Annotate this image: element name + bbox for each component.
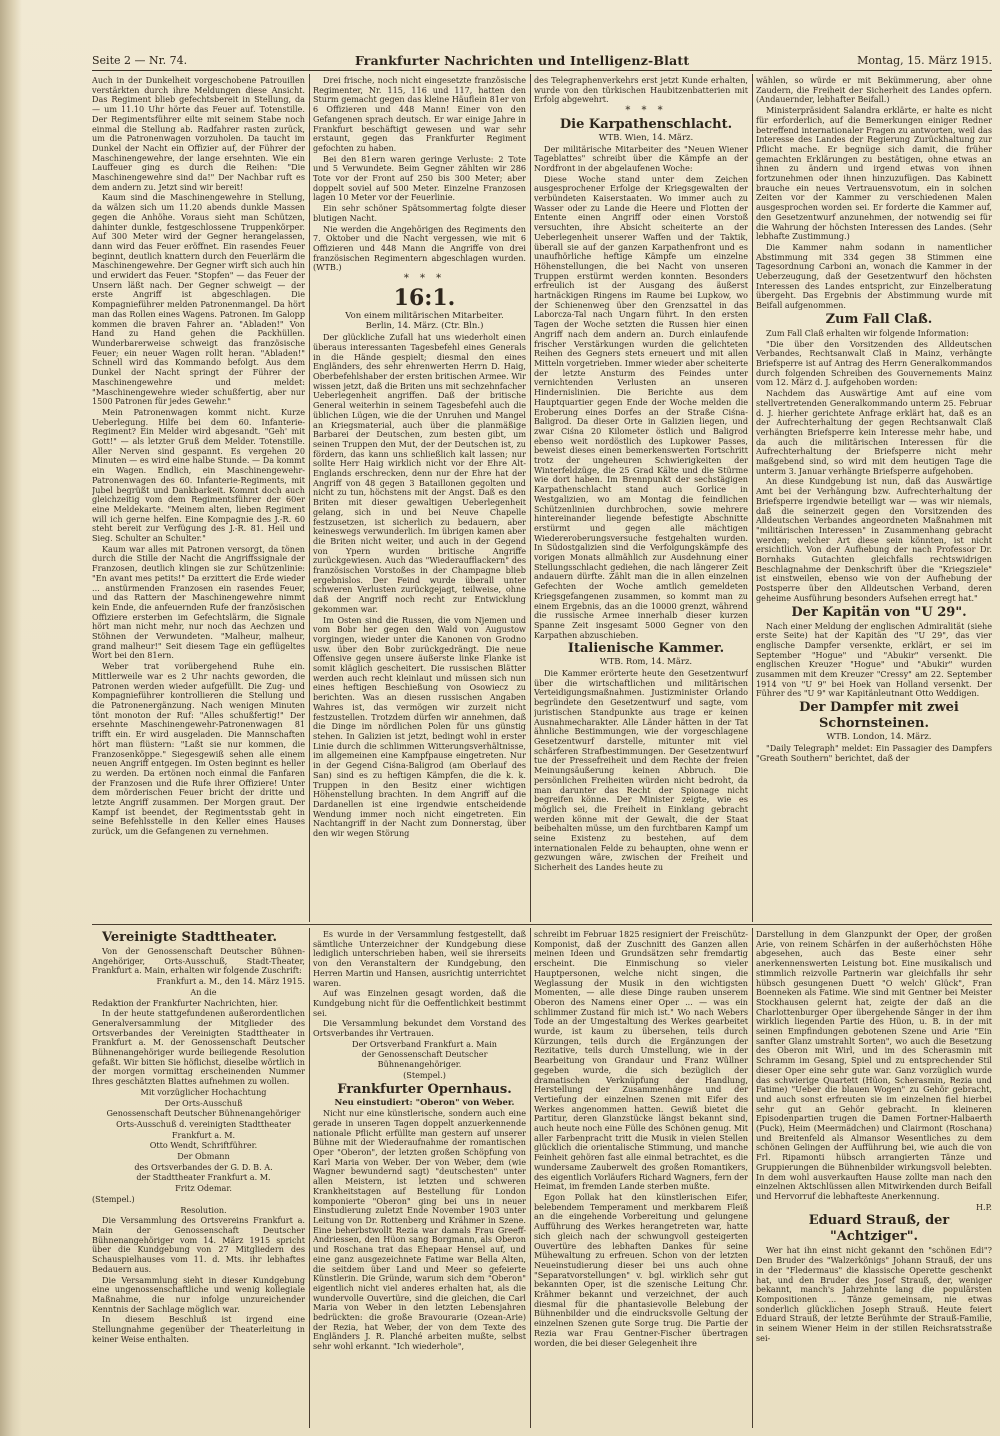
article-paragraph: Kaum sind die Maschinengewehre in Stellung, da wälzen sich um 11.20 abends dunkle Massen gegen die Anhöhe. Voraus sieht man Schützen, dahinter dunkle, festgeschlossene Truppenkörper. Auf 300 Meter wird der Gegner herangelassen, dann wird das Feuer eröffnet. Ein rasendes Feuer beginnt, deutlich knattern durch den Feuerlärm die Maschinengewehre. Der Gegner wirft sich auch hin und erwidert das Feuer. "Stopfen" — das Feuer der Unsern läßt nach. Der Gegner schweigt — der erste Angriff ist abgeschlagen. Die Kompagnieführer melden Patronenmangel. Da hört man das Rollen eines Wagens. Patronen. Im Galopp kommen die braven Fahrer an. "Abladen!" Von Hand zu Hand gehen die Packhüllen. Wunderbarerweise schweigt das französische Feuer; ein neuer Wagen rollt heran. "Abladen!" Schnell wird das Kommando befolgt. Aus dem Dunkel der Nacht springt der Führer der Maschinengewehre und meldet: "Maschinengewehre wieder schußfertig, aber nur 1500 Patronen für jedes Gewehr." <box>92 192 305 407</box>
section-rule <box>92 924 992 925</box>
article-paragraph: Der militärische Mitarbeiter des "Neuen Wiener Tageblattes" schreibt über die Kämpfe an der Nordfront in der abgelaufenen Woche: <box>534 143 748 173</box>
headline-opernhaus: Frankfurter Opernhaus. <box>337 1081 512 1097</box>
article-paragraph: Nachdem das Auswärtige Amt auf eine vom stellvertretenden Generalkommando unterm 25. Februar d. J. hierher gerichtete Anfrage erklärt hat, daß es an der Aufrechterhaltung der gegen Rechtsanwalt Claß verhängten Briefsperre kein Interesse mehr habe, und da auch die militärischen Interessen für die Aufrechterhaltung der Briefsperre nicht mehr maßgebend sind, so wird mit dem heutigen Tage die unterm 3. Januar verhängte Briefsperre aufgehoben. <box>756 388 992 476</box>
headline-kapitaen-u29: Der Kapitän von "U 29". <box>791 604 967 620</box>
article-paragraph: Die Kammer nahm sodann in namentlicher Abstimmung mit 334 gegen 38 Stimmen eine Tagesordnung Carboni an, wonach die Kammer in der Ueberzeugung, daß der Gesetzentwurf den höchsten Interessen des Landes entspricht, zur Einzelberatung übergeht. Das Ergebnis der Abstimmung wurde mit Beifall aufgenommen. <box>756 241 992 311</box>
page-header <box>92 50 992 71</box>
dateline: Berlin, 14. März. (Ctr. Bln.) <box>365 321 484 332</box>
article-paragraph: Wer hat ihn einst nicht gekannt den "schönen Edi"? Den Bruder des "Walzerkönigs" Johann Strauß, der uns in der "Fledermaus" die klassische Operette geschenkt hat, und den Bruder des Josef Strauß, der, weniger bekannt, manch's Jahrzehnte lang die populärsten Kompositionen ... Tänze gemeinsam, nie etwas sonderlich glücklichen Joseph Strauß. Heute feiert Eduard Strauß, der letzte Berühmte der Strauß-Familie, in seinem Wiener Heim in der stillen Reichsratsstraße sei- <box>756 1245 992 1343</box>
signature-line: Der Ortsverband Frankfurt a. Main <box>351 1038 498 1049</box>
subheadline-oberon: Neu einstudiert: "Oberon" von Weber. <box>334 1097 515 1108</box>
article-paragraph: Ministerpräsident Salandra erklärte, er halte es nicht für erforderlich, auf die Bemerkungen einiger Redner betreffend internationaler Fragen zu antworten, weil das Interesse des Landes der Regierung Zurückhaltung zur Pflicht mache. Er begnüge sich damit, die früher gemachten Erklärungen zu bestätigen, ohne etwas an ihnen zu ändern und irgend etwas von ihnen fortzunehmen oder ihnen hinzuzufügen. Das Kabinett brauche ein neues Vertrauensvotum, ein in solchen Zeiten vor der Kammer zu verschiedenen Malen ausgesprochen worden sei. Er forderte die Kammer auf, den Gesetzentwurf anzunehmen, der notwendig sei für die Wahrung der höchsten Interessen des Landes. (Sehr lebhafte Zustimmung.) <box>756 105 992 242</box>
column-1 <box>92 76 305 922</box>
page-edge-shadow <box>0 0 22 1436</box>
column-rule <box>309 74 310 922</box>
article-paragraph: Im Osten sind die Russen, die vom Njemen und vom Bobr her gegen den Wald von Augustow vorgingen, wieder unter die Kanonen von Grodno usw. über den Bobr zurückgedrängt. Die neue Offensive gegen unsere äußerste linke Flanke ist somit kläglich gescheitert. Die russischen Blätter werden auch recht kleinlaut und müssen sich nun eines heftigen Beschießung von Osowiecz zu berichten. Was an diesen russischen Angaben Wahres ist, das vermögen wir zurzeit nicht festzustellen. Trotzdem dürfen wir annehmen, daß die Dinge im nördlichen Polen für uns günstig stehen. In Galizien ist jetzt, bedingt wohl in erster Linie durch die schlimmen Witterungsverhältnisse, im allgemeinen eine Kampfpause eingetreten. Nur in der Gegend Ciśna-Baligrod (am Oberlauf des San) sind es zu heftigen Kämpfen, die die k. k. Truppen in den Besitz einer wichtigen Höhenstellung brachten. In dem Angriff auf die Dardanellen ist eine irgendwie entscheidende Wendung immer noch nicht eingetreten. Ein Nachtangriff in der Nacht zum Donnerstag, über den wir wegen Störung <box>313 614 526 839</box>
article-paragraph: Kaum war alles mit Patronen versorgt, da tönen durch die Stille der Nacht die Angriffssignale der Franzosen, deutlich klingen sie zur Schützenlinie: "En avant mes petits!" Da erzittert die Erde wieder ... anstürmenden Franzosen ein rasendes Feuer, und das Rattern der Maschinengewehre nimmt kein Ende, die anfeuernden Rufe der französischen Offiziere ersterben im Gefechtslärm, die Signale hört man nicht mehr, nur noch das Aechzen und Stöhnen der Verwundeten. "Malheur, malheur, grand malheur!" Seit diesem Tage ein geflügeltes Wort bei den 81ern. <box>92 543 305 661</box>
signature-line: der Genossenschaft Deutscher Bühnenangehöriger. <box>361 1049 488 1070</box>
article-paragraph: Die Versammlung des Ortsvereins Frankfurt a. Main der Genossenschaft Deutscher Bühnenangehöriger vom 14. März 1915 spricht über die Kundgebung von 27 Mitgliedern des Schauspielhauses vom 11. d. Mts. ihr lebhaftes Bedauern aus. <box>92 1215 305 1274</box>
signature-line: Der Orts-Ausschuß <box>164 1097 243 1108</box>
letter-recipient: Redaktion der Frankfurter Nachrichten, hier. <box>92 997 279 1008</box>
signature-line: Frankfurt a. M. <box>171 1129 236 1140</box>
article-paragraph: Von der Genossenschaft Deutscher Bühnen-Angehöriger, Orts-Ausschuß, Stadt-Theater, Frankfurt a. Main, erhalten wir folgende Zuschrift: <box>92 946 305 976</box>
article-paragraph: Die Versammlung sieht in dieser Kundgebung eine ungenossenschaftliche und wenig kollegiale Maßnahme, die nur infolge unzureichender Kenntnis der Sachlage möglich war. <box>92 1274 305 1314</box>
article-paragraph: "Daily Telegraph" meldet: Ein Passagier des Dampfers "Greath Southern" berichtet, daß der <box>756 742 992 763</box>
column-4 <box>756 76 992 922</box>
column-2 <box>313 76 526 922</box>
dateline: WTB. Wien, 14. März. <box>598 132 694 143</box>
column-rule <box>530 928 531 1428</box>
article-paragraph: An diese Kundgebung ist nun, daß das Auswärtige Amt bei der Verhängung bzw. Aufrechterhaltung der Briefsperre irgendwie beteiligt war — was wir niemals, daß die seinerzeit gegen den Vorsitzenden des Alldeutschen Verbandes angeordneten Maßnahmen mit "militärischen Interessen" in Zusammenhang gebracht werden; welcher Art diese sein könnten, ist nicht ersichtlich. Von der Aufhebung der nach Professor Dr. Bornhaks Gutachten gleichfalls rechtswidrigen Beschlagnahme der Denkschrift über die "Kriegsziele" ist einstweilen, ebenso wie von der Aufhebung der Postsperre über den Alldeutschen Verband, deren geheime Ausführung besonders Aufsehen erregt hat." <box>756 476 992 603</box>
resolution-heading: Resolution. <box>180 1204 227 1215</box>
column-rule <box>752 928 753 1428</box>
article-paragraph: des Telegraphenverkehrs erst jetzt Kunde erhalten, wurde von den türkischen Haubitzenbatterien mit Erfolg abgewehrt. <box>534 76 748 105</box>
issue-date: Montag, 15. März 1915. <box>857 53 992 67</box>
author-initials: H.P. <box>975 1201 992 1212</box>
signature-line: Otto Wendt, Schriftführer. <box>149 1140 258 1151</box>
article-paragraph: In der heute stattgefundenen außerordentlichen Generalversammlung der Mitglieder des Ortsverbandes der Vereinigten Stadttheater in Frankfurt a. M. der Genossenschaft Deutscher Bühnenangehöriger wurde beiliegende Resolution gefaßt. Wir bitten Sie höflichst, dieselbe wörtlich in der morgen vormittag erscheinenden Nummer Ihres geschätzten Blattes aufnehmen zu wollen. <box>92 1008 305 1087</box>
letter-salutation: An die <box>190 986 217 997</box>
article-paragraph: Die Kammer erörterte heute den Gesetzentwurf über die wirtschaftlichen und militärischen Verteidigungsmaßnahmen. Justizminister Orlando begründete den Gesetzentwurf und sagte, vom juristischen Standpunkte aus trage er keinen Ausnahmecharakter. Alle Länder hätten in der Tat ähnliche Bestimmungen, wie der vorgeschlagene Gesetzentwurf darstelle, mitunter mit viel schärferen Strafbestimmungen. Der Gesetzentwurf tue der Pressefreiheit und dem Rechte der freien Meinungsäußerung keinen Abbruch. Die persönlichen Freiheiten würden nicht bedroht, da man darunter das Recht der Spionage nicht begreifen könne. Der Minister zeigte, wie es möglich sei, die Freiheit in Einklang gebracht werden könne mit der Gewalt, die der Staat beibehalten müsse, um den furchtbaren Kampf um seine Existenz zu bestehen, auf dem internationalen Felde zu behaupten, ohne wenn er gezwungen wäre, zwischen der Freiheit und Sicherheit des Landes heute zu <box>534 668 748 873</box>
article-paragraph: Ein sehr schöner Spätsommertag folgte dieser blutigen Nacht. <box>313 203 526 223</box>
section-divider-stars: * * * <box>403 273 446 285</box>
article-paragraph: wählen, so würde er mit Bekümmerung, aber ohne Zaudern, die Freiheit der Sicherheit des Landes opfern. (Andauernder, lebhafter Beifall.) <box>756 76 992 105</box>
article-paragraph: Bei den 81ern waren geringe Verluste: 2 Tote und 5 Verwundete. Beim Gegner zählten wir 286 Tote vor der Front auf 250 bis 300 Meter; aber doppelt soviel auf 500 Meter. Einzelne Franzosen lagen 10 Meter vor der Feuerlinie. <box>313 153 526 203</box>
column-2-lower <box>313 930 526 1430</box>
column-rule <box>530 74 531 922</box>
article-paragraph: Auch in der Dunkelheit vorgeschobene Patrouillen verstärkten durch ihre Meldungen diese Ansicht. Das Regiment blieb gefechtsbereit in Stellung, da — um 11.10 Uhr hörte das Feuer auf. Totenstille. Der Regimentsführer eilte mit seinem Stabe noch einmal die Stellung ab. Radfahrer rasten zurück, um die Patronenwagen vorzuholen. Da taucht im Dunkel der Nacht ein Offizier auf, der Führer der Maschinengewehre, der lange ersehnten. Wie ein Lauffeuer ging es durch die Reihen: "Die Maschinengewehre sind da!" Der Nachbar ruft es dem andern zu. Jetzt sind wir bereit! <box>92 76 305 192</box>
column-1-lower <box>92 930 305 1430</box>
article-paragraph: Darstellung in dem Glanzpunkt der Oper, der großen Arie, von reinem Schärfen in der außerhöchsten Höhe abgesehen, auch das Beste einer sehr anerkennenswerten Leistung bot. Eine musikalisch und stimmlich reizvolle Partnerin war gleichfalls ihr sehr hübsch gesungenen Duett "O welch' Glück", Fran Boenneken als Fatime. Wie sind mit Gentner bei Meister Stockhausen gelernt hat, zeigte der daß an die Charlottenburger Oper übergehende Sänger in der ihm wirklich liegenden Partie des Hüon, u. B. in der mit seinen Empfindungen gebotenen Szene und Arie "Ein sanfter Glanz umstrahlt Sorten", wo auch die Besetzung des Oberon mit Wirl, und im des Scherasmin mit Schramm im Gesang, Spiel und zu entsprechender Stil dieser Oper eine sehr gute war. Ganz vorzüglich wurde das schwierige Quartett (Hüon, Scherasmin, Rezia und Fatime) "Ueber die blauen Wogen" zu Gehör gebracht, und auch sonst erfreuten sie im einzelnen fiel hierbei sehr gut an Gehör gebracht. In kleineren Episodenpartien trugen die Damen Fortner-Halbaerth (Puck), Heim (Meermädchen) und Clairmont (Roschana) und Breitenfeld als Almansor Wesentliches zu dem schönen Gelingen der Aufführung bei, wie auch die von Frl. Ripamonti hübsch arrangierten Tänze und Gruppierungen die Bühnenbilder wirkungsvoll belebten. In dem wohl ausverkauften Hause zollte man nach den einzelnen Aktschlüssen allen Mitwirkenden durch Beifall und Hervorruf die lebhafteste Anerkennung. <box>756 930 992 1201</box>
letter-date: Frankfurt a. M., den 14. März 1915. <box>156 976 305 987</box>
article-paragraph: Zum Fall Claß erhalten wir folgende Information: <box>766 327 969 338</box>
section-divider-stars: * * * <box>625 105 667 117</box>
column-rule <box>752 74 753 922</box>
article-paragraph: Egon Pollak hat den künstlerischen Eifer, belebendem Temperament und merkbarem Fleiß an die eingehende Vorbereitung und gelungene Aufführung des Werkes herangetreten war, hatte sich gleich nach der schwungvoll gesteigerten Ouvertüre des lebhaften Dankes für seine Mühewaltung zu erfreuen. Schon von der letzten Neueinstudierung dieser bei uns auch ohne "Separatvorstellungen" v. bgl. wirklich sehr gut bekannten Oper, ist die szenische Leitung Chr. Krähmer bekannt und verzeichnet, der auch diesmal für die phantasievolle Belebung der Bühnenbilder und die eindrucksvolle Geltung der einzelnen Szenen gute Sorge trug. Die Partie der Rezia war Frau Gentner-Fischer übertragen worden, die bei dieser Gelegenheit ihre <box>534 1191 748 1348</box>
dateline: WTB. Rom, 14. März. <box>599 657 693 668</box>
headline-italienische-kammer: Italienische Kammer. <box>567 641 725 657</box>
masthead-title: Frankfurter Nachrichten und Intelligenz-Blatt <box>354 52 690 68</box>
signature-line: der Stadttheater Frankfurt a. M. <box>136 1172 271 1183</box>
article-paragraph: schreibt im Februar 1825 resigniert der Freischütz-Komponist, daß der Zuschnitt des Ganzen allen meinen Ideen und Grundsätzen sehr fremdartig erscheint. Die Einmischung so vieler Hauptpersonen, welche nicht singen, die Weglassung der Musik in den wichtigsten Momenten, — alle diese Dinge rauben unserem Oberon des Namens einer Oper ... — was ein schlimmer Zustand für mich ist." Wo nach Webers Tode an der Umgestaltung des Werkes gearbeitet wurde, ist kaum zu übersehen, teils durch Kürzungen, teils durch die Ergänzungen der Rezitative, teils durch Umstellung, wie in der Bearbeitung von Grandaur und Franz Wüllner gegeben wurde, die sich bezüglich der dramatischen Verknüpfung der Handlung, Herstellung der Zusammenhänge und der Vertiefung der einzelnen Szenen mit Eifer des Werkes angenommen hatten. Gewiß bietet die Partitur, deren Glanzstücke längst bekannt sind, auch heute noch eine Fülle des Schönen genug. Mit aller Farbenpracht tritt die Musik in vielen Stellen glücklich die orientalische Stimmung, und manche Feinheit gehören fast alle einmal betrachtet, es die wundersame Zauberwelt des großen Romantikers, des eigentlich Vorläufers Richard Wagners, fern der Heimat, im fremden Lande sterben mußte. <box>534 930 748 1192</box>
article-paragraph: Diese Woche stand unter dem Zeichen ausgesprochener Erfolge der Kriegsgewalten der verbündeten Kaiserstaaten. Wo immer auch zu Wasser oder zu Lande die Heere und Flotten der Entente einen Angriff oder einen Vorstoß versuchten, ihre Absicht scheiterte an der Ueberlegenheit unserer Waffen und der Taktik, überall sie auf der ganzen Karpathenfront und es unaufhörliche heftige Kämpfe um einzelne Höhenstellungen, die bei Nacht von unseren Truppen erstürmt werden konnten. Besonders erfreulich ist der Ausgang des äußerst hartnäckigen Ringens im Raume bei Lupkow, wo der Schienenweg über den Grenzsattel in das Laborcza-Tal nach Ungarn führt. In den ersten Tagen der Woche setzten die Russen hier einen Angriff nach dem andern an. Durch einlaufende frischer Verstärkungen wurden die gelichteten Reihen des Gegners stets erneuert und mit allen Mitteln vorgetrieben. Immer wieder aber scheiterte der letzte Ansturm des Feindes unter vernichtenden Verlusten an unseren Hindernislinien. Die Berichte aus dem Hauptquartier gegen Ende der Woche melden die Eroberung eines Dorfes an der Straße Ciśna-Baligrod. Da dieser Orte in Galizien liegen, und zwar Ciśna 20 Kilometer östlich und Baligrod ebenso weit nordöstlich des Lupkower Passes, beweist dieses einen bemerkenswerten Fortschritt trotz der ungeheuren Schwierigkeiten der Winterfeldzüge, die 25 Grad Kälte und die Stürme wie dort haben. Im Brennpunkt der sechstägigen Karpathenschlacht stand auch Gorlice in Westgalizien, wo am Montag die feindlichen Schützenlinien durchbrochen, sowie mehrere hintereinander liegende befestigte Abschnitte erstürmt und gegen alle mächtigen Wiedereroberungsversuche festgehalten wurden. In Südostgalizien sind die Verfolgungskämpfe des vorigen Monats allmählich zur Ausdehnung einer Stellungsschlacht gediehen, die nach längerer Zeit andauern dürfte. Zählt man die in allen einzelnen Gefechten der Woche amtlich gemeldeten Kriegsgefangenen zusammen, so kommt man zu einem Ergebnis, das an die 10000 grenzt, während die russische Armee innerhalb dieser kurzen Spanne Zeit insgesamt 5000 Gegner von den Karpathen abzuschieben. <box>534 173 748 640</box>
page-number: Seite 2 — Nr. 74. <box>92 53 188 67</box>
headline-eduard-strauss: Eduard Strauß, der "Achtziger". <box>808 1213 950 1245</box>
headline-dampfer: Der Dampfer mit zwei Schornsteinen. <box>799 700 959 732</box>
byline: Von einem militärischen Mitarbeiter. <box>345 310 504 321</box>
article-paragraph: Mein Patronenwagen kommt nicht. Kurze Ueberlegung. Hilfe bei dem 60. Infanterie-Regiment? Ein Melder wird abgesandt. "Geh' mit Gott!" — als letzter Gruß dem Melder. Totenstille. Aller Nerven sind gespannt. Es vergehen 20 Minuten — es wird eine halbe Stunde. — Da kommt ein Wagen. Endlich, ein Maschinengewehr-Patronenwagen des 60. Infanterie-Regiments, mit Jubel begrüßt und Dankbarkeit. Kommt doch auch gleichzeitig vom dem Regimentsführer der 60er eine Meldekarte. "Meinem alten, lieben Regiment will ich gerne helfen. Eine Kompagnie des J.-R. 60 steht bereit zur Verfügung des J.-R. 81. Heil und Sieg. Schulter an Schulter." <box>92 406 305 544</box>
column-3 <box>534 76 748 922</box>
signature-line: Der Obmann <box>177 1151 230 1162</box>
article-paragraph: Nach einer Meldung der englischen Admiralität (siehe erste Seite) hat der Kapitän des "U 29", das vier englische Dampfer versenkte, erklärt, er sei im September "Hogue" und "Abukir" versenkt. Die englischen Kreuzer "Hogue" und "Abukir" wurden zusammen mit dem Kreuzer "Cressy" am 22. September 1914 von "U 9" bei Hoek van Holland versenkt. Der Führer des "U 9" war Kapitänleutnant Otto Weddigen. <box>756 620 992 699</box>
signature-line: Fritz Odemar. <box>175 1183 232 1194</box>
headline-fall-class: Zum Fall Claß. <box>825 311 933 327</box>
column-rule <box>309 928 310 1428</box>
headline-stadttheater: Vereinigte Stadttheater. <box>102 930 278 945</box>
column-4-lower <box>756 930 992 1430</box>
article-paragraph: Es wurde in der Versammlung festgestellt, daß sämtliche Unterzeichner der Kundgebung diese lediglich unterschrieben haben, weil sie ihrerseits von den Veranstaltern der Kundgebung, den Herren Martin und Hansen, ausrichtig unterrichtet waren. <box>313 930 526 988</box>
headline-karpathenschlacht: Die Karpathenschlacht. <box>559 116 733 132</box>
column-3-lower <box>534 930 748 1430</box>
headline-16-1: 16:1. <box>393 284 456 311</box>
article-paragraph: In diesem Beschluß ist irgend eine Stellungnahme gegenüber der Theaterleitung in keiner Weise enthalten. <box>92 1314 305 1344</box>
stamp-note: (Stempel.) <box>92 1193 135 1204</box>
signature-line: Mit vorzüglicher Hochachtung <box>140 1086 267 1097</box>
article-paragraph: Drei frische, noch nicht eingesetzte französische Regimenter, Nr. 115, 116 und 117, hatten den Sturm gemacht gegen das kleine Häuflein 81er von 6 Offizieren und 448 Mann! Einer von den Gefangenen sprach deutsch. Er war einige Jahre in Frankfurt beschäftigt gewesen und war sehr erstaunt, gegen das Frankfurter Regiment gefochten zu haben. <box>313 76 526 153</box>
stamp-note: (Stempel.) <box>403 1069 446 1080</box>
article-paragraph: Weber trat vorübergehend Ruhe ein. Mittlerweile war es 2 Uhr nachts geworden, die Patronen werden wieder aufgefüllt. Die Zug- und Kompagnieführer kontrollieren die Stellung und die Patronenergänzung. Nach wenigen Minuten tönt monoton der Ruf: "Alles schußfertig!" Der ersehnte Maschinengewehr-Patronenwagen 81 trifft ein. Er wird ausgeladen. Die Mannschaften hört man flüstern: "Laßt sie nur kommen, die Franzosenköppe." Siegesgewiß sehen alle einem neuen Angriff entgegen. Im Osten beginnt es heller zu werden. Da ertönen noch einmal die Fanfaren der Franzosen und die Rufe ihrer Offiziere! Unter dem mörderischen Feuer bricht der dritte und letzte Angriff zusammen. Der Morgen graut. Der Kampf ist beendet, der Regimentsstab geht in seine Befehlsstelle in den Keller eines Hauses zurück, um die Gefangenen zu vernehmen. <box>92 661 305 837</box>
article-paragraph: Nie werden die Angehörigen des Regiments den 7. Oktober und die Nacht vergessen, wie mit 6 Offizieren und 448 Mann die Angriffe von drei französischen Regimentern abgeschlagen wurden. (WTB.) <box>313 223 526 273</box>
signature-line: Genossenschaft Deutscher Bühnenangehöriger <box>106 1108 301 1119</box>
dateline: WTB. London, 14. März. <box>826 732 932 743</box>
article-paragraph: Nicht nur eine künstlerische, sondern auch eine gerade in unseren Tagen doppelt anzuerkennende nationale Pflicht erfüllte man gestern auf unserer Bühne mit der Wiederaufnahme der romantischen Oper "Oberon", der letzten großen Schöpfung von Karl Maria von Weber. Der von Weber, dem (wie Wagner bewundernd sagt) "deutschesten" unter allen Meistern, ist letzten und schweren Krankheitstagen auf Bestellung für London komponierte "Oberon" ging bei uns in neuer Einstudierung zuletzt Ende November 1903 unter Leitung von Dr. Rottenberg und Krähmer in Szene. Eine beherbstwollt Rezia war damals Frau Greeff-Andriessen, den Hüon sang Borgmann, als Oberon und Roschana trat das Ehepaar Hensel auf, und eine ganz ausgezeichnete Fatime war Bella Alten, die seitdem über Land und Meer so gefeierte Künstlerin. Die Gründe, warum sich dem "Oberon" eigentlich nicht viel anderes erhalten hat, als die wundervolle Ouvertüre, sind die gleichen, die Carl Maria von Weber in den letzten Lebensjahren bedrückten: die große Bravourarie (Ozean-Arie) der Rezia, hat Weber, der von dem Texte des Engländers J. R. Planché arbeiten mußte, selbst sehr wohl erkannt. "Ich wiederhole", <box>313 1108 526 1352</box>
signature-line: Orts-Ausschuß d. vereinigten Stadttheater <box>116 1118 291 1129</box>
article-paragraph: Die Versammlung bekundet dem Vorstand des Ortsverbandes ihr Vertrauen. <box>313 1018 526 1039</box>
article-paragraph: "Die über den Vorsitzenden des Alldeutschen Verbandes, Rechtsanwalt Claß in Mainz, verhängte Briefsperre ist auf Antrag des Herrn Generalkommandos durch folgenden Schreiben des Gouvernements Mainz vom 12. März d. J. aufgehoben worden: <box>756 338 992 388</box>
article-paragraph: Der glückliche Zufall hat uns wiederholt einen überaus interessanten Tagesbefehl eines Generals in die Hände gespielt; diesmal den eines Engländers, des sehr ehrenwerten Herrn D. Haig, Oberbefehlshaber der ersten britischen Armee. Wir wissen jetzt, daß die Briten uns mit sechzehnfacher Ueberlegenheit angriffen. Daß der britische General weiterhin in seinem Tagesbefehl auch die üblichen Lügen, wie die der Unruhen und Mangel an Kriegsmaterial, auch über die planmäßige Barbarei der Deutschen, zum besten gibt, um seinen Truppen den Mut, der der Deutschen ist, zu fördern, das kann uns schließlich kalt lassen; nur sollte Herr Haig wirklich nicht vor der Ehre Alt-Englands erschrecken, denn nur der Ehre hat der Angriff von 48 gegen 3 Bataillonen gegolten und nicht zu tun, höchstens mit der Angst. Daß es den Briten mit dieser gewaltigen Ueberlegenheit gelang, sich in und bei Neuve Chapelle festzusetzen, ist sicherlich zu bedauern, aber keineswegs verwunderlich. Im übrigen kamen aber die Briten nicht weiter, und auch in der Gegend von Ypern wurden britische Angriffe zurückgewiesen. Auch das "Wiederaufflackern" des französischen Vorstoßes in der Champagne blieb ergebnislos. Der Feind wurde überall unter schweren Verlusten zurückgejagt, teilweise, ohne daß der Angriff noch recht zur Entwicklung gekommen war. <box>313 332 526 614</box>
signature-line: des Ortsverbandes der G. D. B. A. <box>134 1161 273 1172</box>
article-paragraph: Auf was Einzelnen gesagt worden, daß die Kundgebung nicht für die Oeffentlichkeit bestimmt sei. <box>313 988 526 1018</box>
